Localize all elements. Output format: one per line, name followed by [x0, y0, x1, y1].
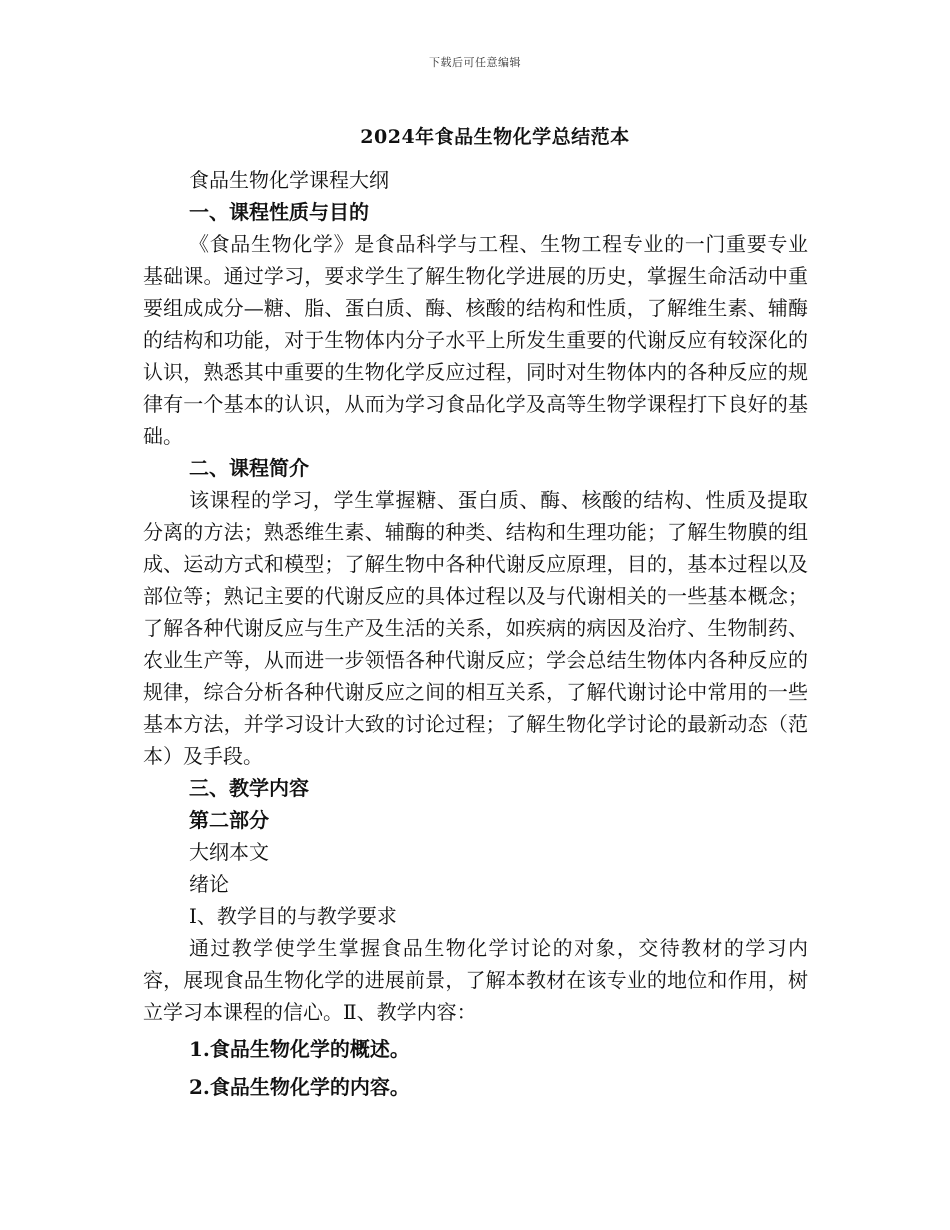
section3-heading: 三、教学内容 — [189, 776, 309, 800]
content-list-item: 1.食品生物化学的概述。 — [189, 1037, 410, 1061]
section1-heading: 一、课程性质与目的 — [189, 200, 369, 224]
document-title: 2024年食品生物化学总结范本 — [360, 126, 630, 148]
section2-paragraph: 该课程的学习，学生掌握糖、蛋白质、酶、核酸的结构、性质及提取分离的方法；熟悉维生素、辅酶的种类、结构和生理功能；了解生物膜的组成、运动方式和模型；了解生物中各种代谢反应原理，目的，基本过程以及部位等；熟记主要的代谢反应的具体过程以及与代谢相关的一些基本概念；了解各种代谢反应与生产及生活的关系，如疾病的病因及治疗、生物制药、农业生产等，从而进一步领悟各种代谢反应；学会总结生物体内各种反应的规律，综合分析各种代谢反应之间的相互关系，了解代谢讨论中常用的一些基本方法，并学习设计大致的讨论过程；了解生物化学讨论的最新动态（范本）及手段。 — [143, 488, 808, 768]
intro-label: 绪论 — [189, 872, 229, 896]
section1-paragraph: 《食品生物化学》是食品科学与工程、生物工程专业的一门重要专业基础课。通过学习，要求学生了解生物化学进展的历史，掌握生命活动中重要组成成分—糖、脂、蛋白质、酶、核酸的结构和性质，了解维生素、辅酶的结构和功能，对于生物体内分子水平上所发生重要的代谢反应有较深化的认识，熟悉其中重要的生物化学反应过程，同时对生物体内的各种反应的规律有一个基本的认识，从而为学习食品化学及高等生物学课程打下良好的基础。 — [143, 232, 808, 448]
part-heading: 第二部分 — [189, 808, 269, 832]
header-note: 下载后可任意编辑 — [429, 56, 521, 69]
document-body — [143, 164, 808, 1104]
objectives-heading: Ⅰ、教学目的与教学要求 — [189, 904, 397, 928]
section2-heading: 二、课程简介 — [189, 456, 309, 480]
content-list-item: 2.食品生物化学的内容。 — [189, 1075, 410, 1099]
outline-body-label: 大纲本文 — [189, 840, 269, 864]
outline-title: 食品生物化学课程大纲 — [189, 168, 389, 192]
objectives-paragraph: 通过教学使学生掌握食品生物化学讨论的对象，交待教材的学习内容，展现食品生物化学的进展前景，了解本教材在该专业的地位和作用，树立学习本课程的信心。Ⅱ、教学内容： — [143, 936, 808, 1024]
